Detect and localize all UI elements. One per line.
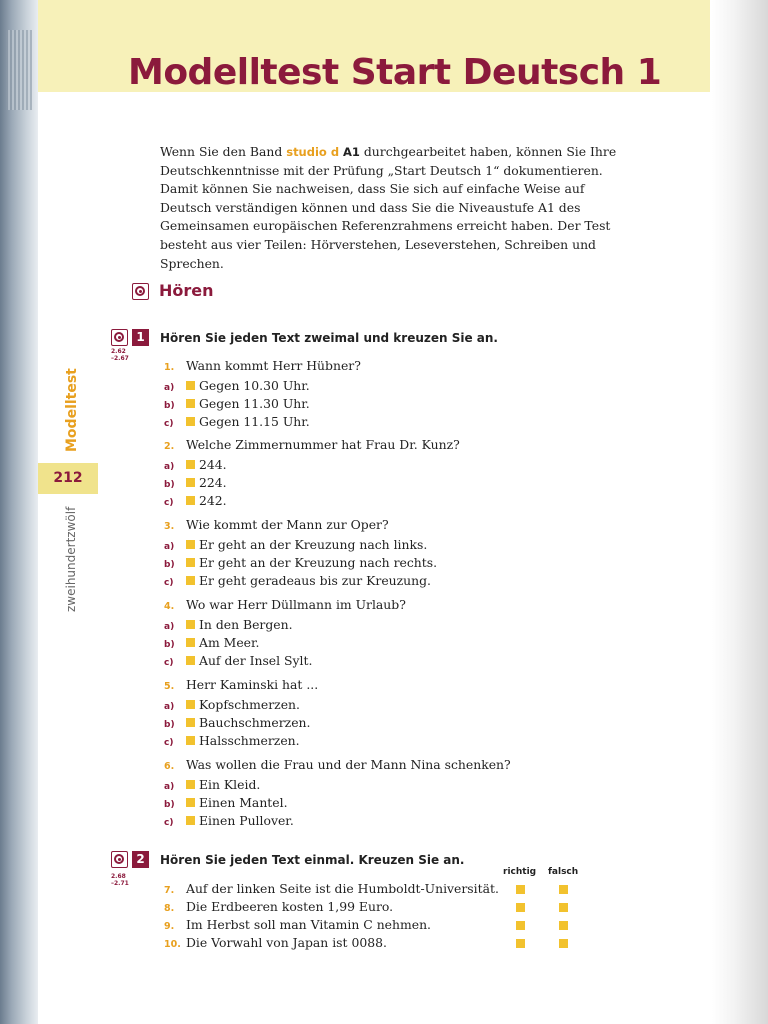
answer-option <box>164 474 604 492</box>
falsch-checkbox[interactable] <box>559 939 568 948</box>
option-text: Ein Kleid. <box>199 777 261 792</box>
answer-checkbox[interactable] <box>186 558 195 567</box>
answer-option <box>164 413 604 431</box>
option-letter: a) <box>164 542 175 552</box>
option-letter: c) <box>164 578 174 588</box>
question-number: 5. <box>164 681 175 692</box>
question-number: 1. <box>164 362 175 373</box>
book-spine <box>0 0 38 1024</box>
option-letter: c) <box>164 498 174 508</box>
richtig-checkbox[interactable] <box>516 939 525 948</box>
answer-checkbox[interactable] <box>186 736 195 745</box>
option-letter: c) <box>164 419 174 429</box>
answer-checkbox[interactable] <box>186 798 195 807</box>
option-text: In den Bergen. <box>199 617 293 632</box>
page-title: Modelltest Start Deutsch 1 <box>128 52 662 93</box>
option-text: Einen Mantel. <box>199 795 288 810</box>
level-label: A1 <box>343 145 360 159</box>
option-letter: b) <box>164 560 175 570</box>
question-item <box>164 436 604 510</box>
answer-option <box>164 812 604 830</box>
column-header-falsch: falsch <box>548 867 579 877</box>
answer-option <box>164 794 604 812</box>
question-item <box>164 516 604 590</box>
spine-lines <box>6 30 32 110</box>
answer-option <box>164 714 604 732</box>
option-text: Er geht an der Kreuzung nach rechts. <box>199 555 438 570</box>
question-line <box>164 756 604 776</box>
task-instruction: Hören Sie jeden Text zweimal und kreuzen Sie an. <box>160 331 498 345</box>
answer-option <box>164 776 604 794</box>
question-line <box>164 676 604 696</box>
statement-number: 7. <box>164 885 175 896</box>
task-number-badge: 1 <box>132 329 149 346</box>
statement-row <box>164 934 584 952</box>
side-section-label: Modelltest <box>64 368 80 452</box>
statement-row <box>164 898 584 916</box>
question-line <box>164 516 604 536</box>
column-header-richtig: richtig <box>503 867 537 877</box>
option-letter: c) <box>164 658 174 668</box>
task-number-badge: 2 <box>132 851 149 868</box>
track-range <box>111 348 129 362</box>
option-text: Gegen 10.30 Uhr. <box>199 378 310 393</box>
answer-option <box>164 536 604 554</box>
question-number: 4. <box>164 601 175 612</box>
question-text: Wie kommt der Mann zur Oper? <box>186 517 389 532</box>
option-text: 224. <box>199 475 227 490</box>
question-item <box>164 756 604 830</box>
question-text: Wo war Herr Düllmann im Urlaub? <box>186 597 406 612</box>
option-text: Gegen 11.30 Uhr. <box>199 396 310 411</box>
answer-option <box>164 634 604 652</box>
option-text: Halsschmerzen. <box>199 733 300 748</box>
falsch-checkbox[interactable] <box>559 921 568 930</box>
option-letter: b) <box>164 640 175 650</box>
statement-number: 8. <box>164 903 175 914</box>
richtig-checkbox[interactable] <box>516 903 525 912</box>
option-letter: b) <box>164 480 175 490</box>
statement-text: Die Erdbeeren kosten 1,99 Euro. <box>186 899 394 914</box>
answer-option <box>164 616 604 634</box>
answer-checkbox[interactable] <box>186 780 195 789</box>
answer-option <box>164 572 604 590</box>
falsch-checkbox[interactable] <box>559 903 568 912</box>
statement-text: Die Vorwahl von Japan ist 0088. <box>186 935 387 950</box>
statement-number: 9. <box>164 921 175 932</box>
question-item <box>164 596 604 670</box>
answer-checkbox[interactable] <box>186 381 195 390</box>
option-text: Gegen 11.15 Uhr. <box>199 414 310 429</box>
answer-checkbox[interactable] <box>186 478 195 487</box>
statement-row <box>164 880 584 898</box>
answer-option <box>164 456 604 474</box>
question-line <box>164 357 604 377</box>
option-text: Er geht an der Kreuzung nach links. <box>199 537 428 552</box>
answer-checkbox[interactable] <box>186 460 195 469</box>
option-letter: a) <box>164 782 175 792</box>
question-text: Welche Zimmernummer hat Frau Dr. Kunz? <box>186 437 460 452</box>
answer-checkbox[interactable] <box>186 496 195 505</box>
option-letter: b) <box>164 401 175 411</box>
richtig-checkbox[interactable] <box>516 921 525 930</box>
intro-text-start: Wenn Sie den Band <box>160 144 287 159</box>
question-text: Wann kommt Herr Hübner? <box>186 358 361 373</box>
option-letter: b) <box>164 800 175 810</box>
page-number-word: zweihundertzwölf <box>64 506 78 612</box>
track-range <box>111 873 129 887</box>
statement-row <box>164 916 584 934</box>
statement-text: Im Herbst soll man Vitamin C nehmen. <box>186 917 431 932</box>
question-number: 6. <box>164 761 175 772</box>
page-number: 212 <box>53 470 83 486</box>
track-to: –2.71 <box>111 880 129 887</box>
option-text: 244. <box>199 457 227 472</box>
answer-checkbox[interactable] <box>186 540 195 549</box>
question-number: 2. <box>164 441 175 452</box>
page-edge <box>712 0 768 1024</box>
task-instruction: Hören Sie jeden Text einmal. Kreuzen Sie an. <box>160 853 465 867</box>
question-item <box>164 676 604 750</box>
track-from: 2.62 <box>111 348 126 355</box>
option-text: Kopfschmerzen. <box>199 697 300 712</box>
answer-checkbox[interactable] <box>186 576 195 585</box>
answer-option <box>164 492 604 510</box>
option-letter: a) <box>164 702 175 712</box>
audio-cd-icon <box>111 329 128 346</box>
question-number: 3. <box>164 521 175 532</box>
audio-cd-icon <box>132 283 149 300</box>
audio-cd-icon <box>111 851 128 868</box>
option-text: Einen Pullover. <box>199 813 294 828</box>
falsch-checkbox[interactable] <box>559 885 568 894</box>
option-text: 242. <box>199 493 227 508</box>
option-letter: a) <box>164 462 175 472</box>
answer-option <box>164 732 604 750</box>
option-text: Am Meer. <box>199 635 260 650</box>
option-text: Er geht geradeaus bis zur Kreuzung. <box>199 573 431 588</box>
brand-name: studio d <box>286 145 340 159</box>
answer-checkbox[interactable] <box>186 700 195 709</box>
track-to: –2.67 <box>111 355 129 362</box>
answer-option <box>164 395 604 413</box>
track-from: 2.68 <box>111 873 126 880</box>
richtig-checkbox[interactable] <box>516 885 525 894</box>
option-letter: a) <box>164 383 175 393</box>
intro-paragraph <box>160 143 630 273</box>
answer-checkbox[interactable] <box>186 620 195 629</box>
question-text: Herr Kaminski hat ... <box>186 677 319 692</box>
question-text: Was wollen die Frau und der Mann Nina schenken? <box>186 757 511 772</box>
intro-text-rest: durchgearbeitet haben, können Sie Ihre Deutschkenntnisse mit der Prüfung „Start Deutsch 1“ dokumentieren. Damit können Sie nachweisen, dass Sie sich auf einfache Weise auf Deutsch verständigen können und dass Sie die Niveaustufe A1 des Gemeinsamen europäischen Referenzrahmens erreicht haben. Der Test besteht aus vier Teilen: Hörverstehen, Leseverstehen, Schreiben und Sprechen. <box>160 144 617 271</box>
answer-checkbox[interactable] <box>186 417 195 426</box>
answer-option <box>164 652 604 670</box>
answer-checkbox[interactable] <box>186 399 195 408</box>
answer-option <box>164 554 604 572</box>
option-letter: c) <box>164 818 174 828</box>
option-text: Auf der Insel Sylt. <box>199 653 313 668</box>
option-letter: a) <box>164 622 175 632</box>
question-item <box>164 357 604 431</box>
option-letter: c) <box>164 738 174 748</box>
answer-checkbox[interactable] <box>186 656 195 665</box>
answer-checkbox[interactable] <box>186 816 195 825</box>
answer-option <box>164 377 604 395</box>
section-title-hoeren: Hören <box>159 281 214 300</box>
question-line <box>164 436 604 456</box>
option-letter: b) <box>164 720 175 730</box>
answer-option <box>164 696 604 714</box>
option-text: Bauchschmerzen. <box>199 715 311 730</box>
statement-text: Auf der linken Seite ist die Humboldt-Universität. <box>186 881 499 896</box>
question-line <box>164 596 604 616</box>
statement-number: 10. <box>164 939 181 950</box>
answer-checkbox[interactable] <box>186 638 195 647</box>
answer-checkbox[interactable] <box>186 718 195 727</box>
